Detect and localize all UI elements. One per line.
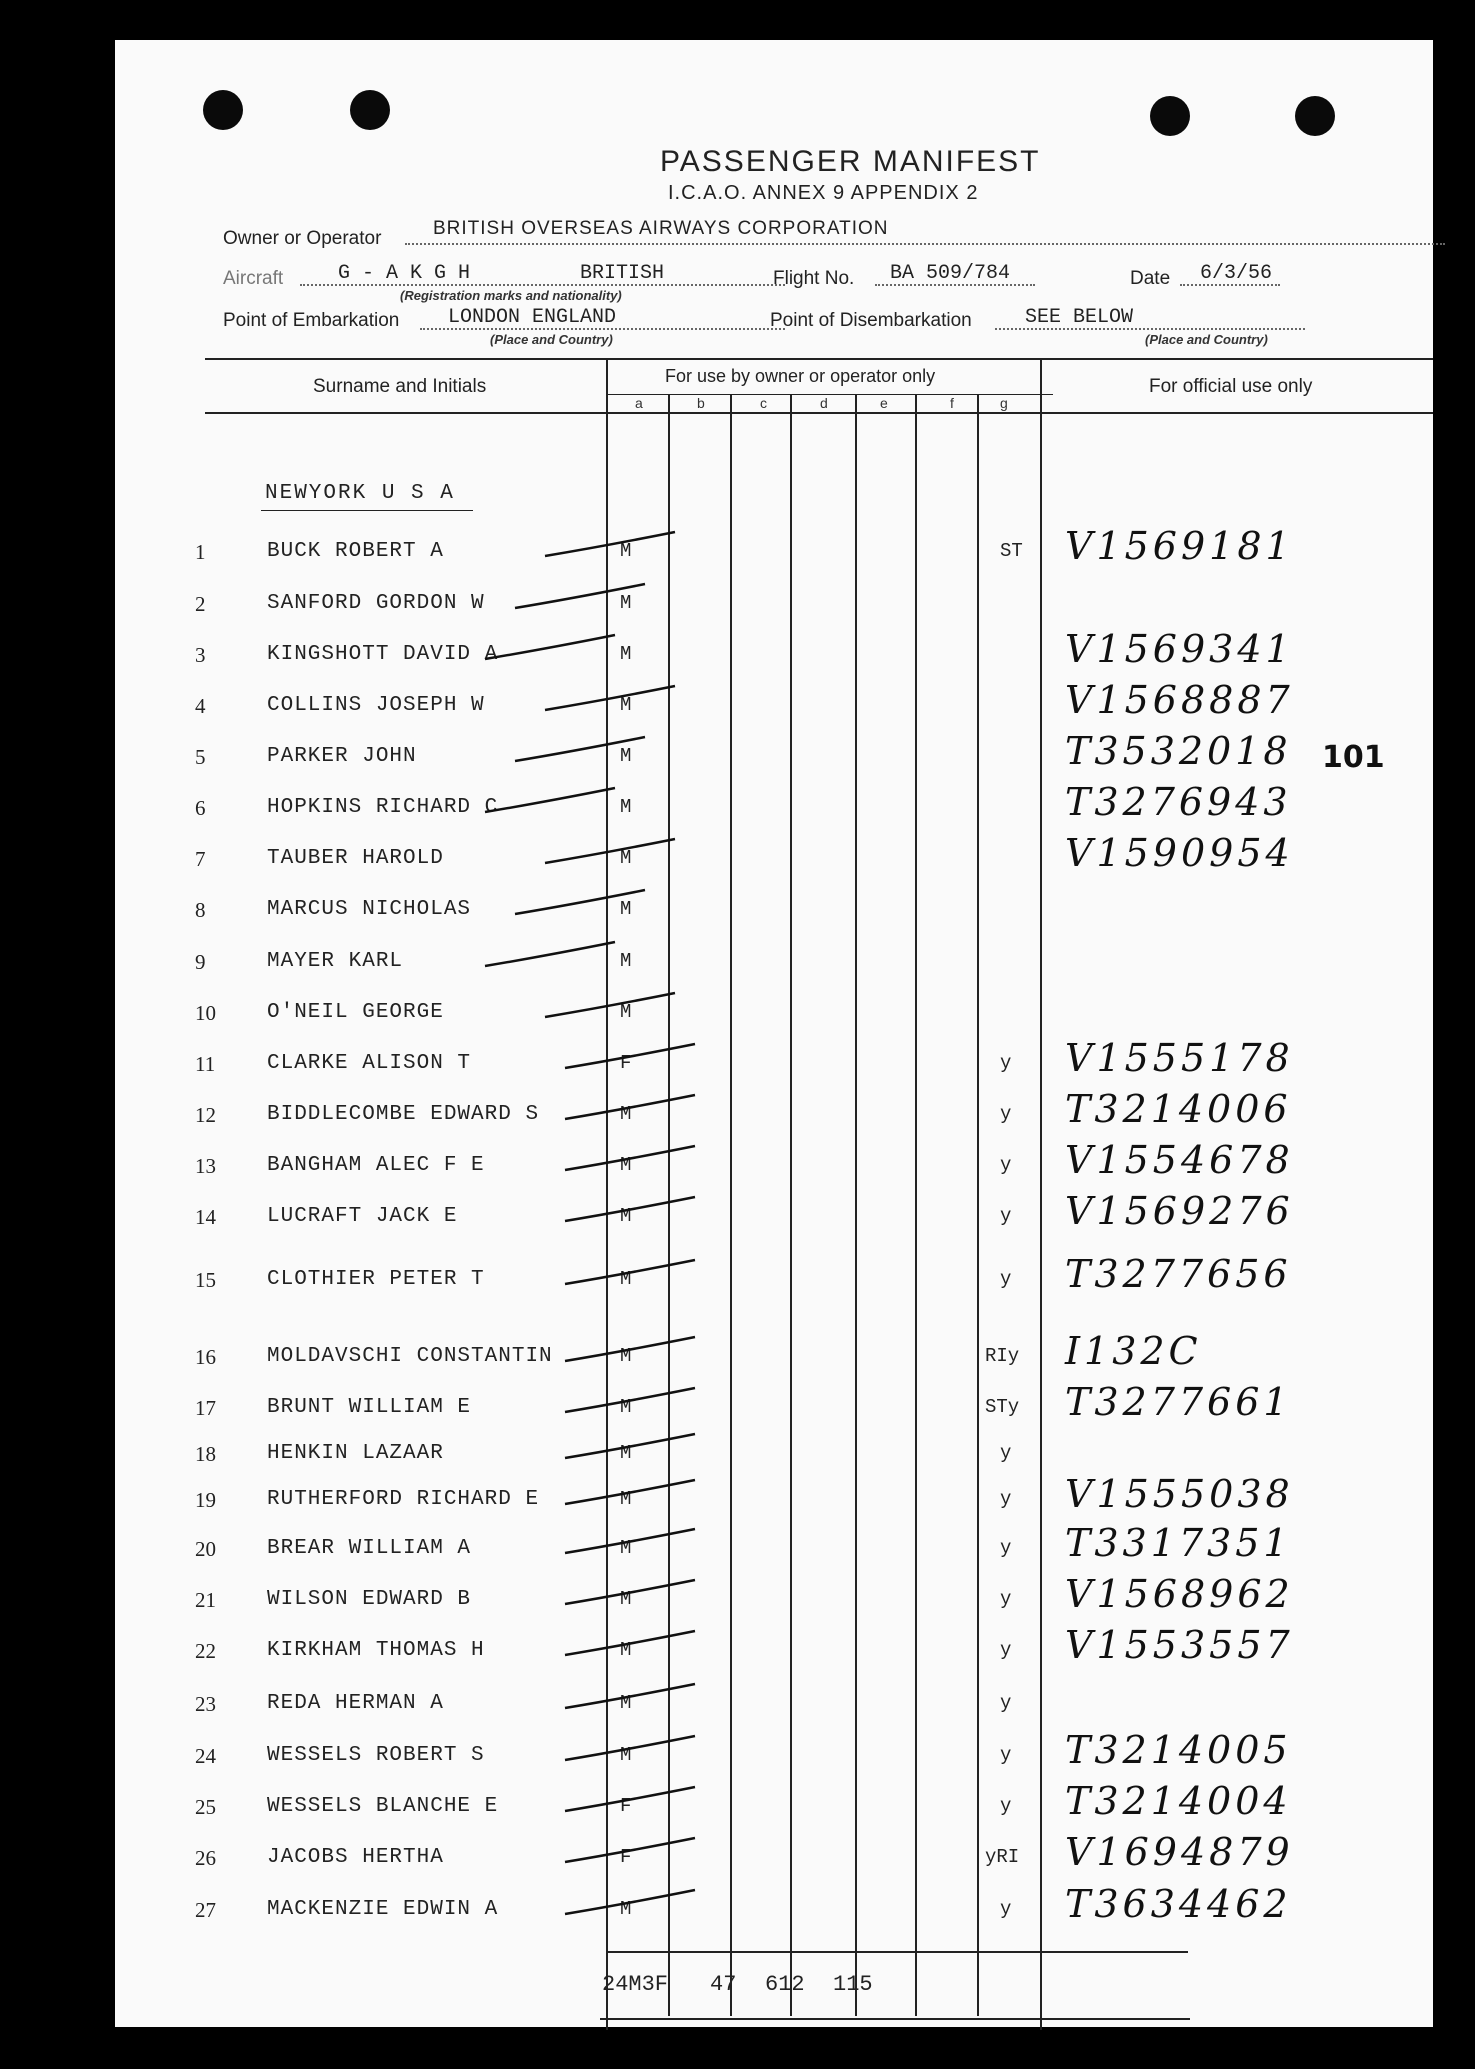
status-mark: y [1000, 1898, 1012, 1920]
passenger-number: 6 [195, 796, 206, 820]
passenger-sex: M [620, 1205, 632, 1227]
check-stroke [545, 993, 675, 1017]
status-mark: ST [1000, 540, 1023, 562]
status-mark: STy [985, 1396, 1020, 1418]
passenger-sex: M [620, 1639, 632, 1661]
passenger-name: WESSELS BLANCHE E [267, 1795, 499, 1818]
passenger-sex: M [620, 694, 632, 716]
passenger-number: 2 [195, 592, 206, 616]
manifest-page [115, 40, 1433, 2027]
passenger-name: HENKIN LAZAAR [267, 1442, 444, 1465]
passenger-number: 19 [195, 1488, 216, 1512]
owner-label: Owner or Operator [223, 228, 382, 249]
passenger-sex: M [620, 1588, 632, 1610]
passenger-name: WESSELS ROBERT S [267, 1744, 485, 1767]
passenger-sex: M [620, 1898, 632, 1920]
passenger-number: 13 [195, 1154, 216, 1178]
status-mark: y [1000, 1052, 1012, 1074]
column-letter-g: g [1000, 395, 1008, 411]
passenger-sex: M [620, 540, 632, 562]
surname-column-header: Surname and Initials [313, 376, 487, 397]
passenger-number: 12 [195, 1103, 216, 1127]
aircraft-nationality: BRITISH [580, 262, 665, 285]
passenger-number: 4 [195, 694, 206, 718]
passenger-sex: M [620, 1103, 632, 1125]
passenger-sex: M [620, 950, 632, 972]
official-use-header: For official use only [1149, 376, 1313, 397]
date-value: 6/3/56 [1200, 262, 1273, 285]
passenger-number: 14 [195, 1205, 216, 1229]
passenger-name: HOPKINS RICHARD C [267, 796, 499, 819]
passenger-sex: F [620, 1795, 632, 1817]
column-letter-f: f [950, 395, 954, 411]
passenger-number: 26 [195, 1846, 216, 1870]
passenger-sex: M [620, 1537, 632, 1559]
status-mark: y [1000, 1537, 1012, 1559]
passenger-number: 17 [195, 1396, 216, 1420]
passenger-number: 27 [195, 1898, 216, 1922]
passenger-name: BIDDLECOMBE EDWARD S [267, 1103, 540, 1126]
status-mark: y [1000, 1795, 1012, 1817]
aircraft-registration: G - A K G H [338, 262, 471, 285]
passenger-number: 20 [195, 1537, 216, 1561]
total-passengers: 24M3F [602, 1972, 669, 1997]
status-mark: y [1000, 1692, 1012, 1714]
passenger-name: KIRKHAM THOMAS H [267, 1639, 485, 1662]
status-mark: y [1000, 1488, 1012, 1510]
embarkation-value: LONDON ENGLAND [448, 306, 617, 329]
official-number: V1554678 [1065, 1138, 1294, 1182]
passenger-sex: F [620, 1052, 632, 1074]
check-stroke [565, 1197, 695, 1221]
total-column-c: 612 [765, 1972, 805, 1997]
check-stroke [565, 1388, 695, 1412]
column-letter-c: c [760, 395, 767, 411]
check-stroke [485, 635, 615, 659]
column-letter-d: d [820, 395, 828, 411]
status-mark: y [1000, 1268, 1012, 1290]
passenger-sex: M [620, 1396, 632, 1418]
embarkation-label: Point of Embarkation [223, 310, 400, 331]
check-stroke [565, 1631, 695, 1655]
passenger-sex: M [620, 1268, 632, 1290]
official-number: V1568887 [1065, 678, 1294, 722]
passenger-name: REDA HERMAN A [267, 1692, 444, 1715]
official-number: T3214006 [1065, 1087, 1292, 1131]
passenger-number: 10 [195, 1001, 216, 1025]
passenger-name: SANFORD GORDON W [267, 592, 485, 615]
official-number: V1555178 [1065, 1036, 1294, 1080]
check-stroke [485, 942, 615, 966]
passenger-number: 9 [195, 950, 206, 974]
official-number: T3276943 [1065, 780, 1292, 824]
margin-note: 101 [1322, 740, 1385, 775]
passenger-sex: M [620, 847, 632, 869]
check-stroke [565, 1787, 695, 1811]
passenger-number: 23 [195, 1692, 216, 1716]
disembarkation-note: (Place and Country) [1145, 332, 1268, 347]
check-stroke [565, 1580, 695, 1604]
official-number: I132C [1065, 1329, 1202, 1373]
passenger-number: 11 [195, 1052, 216, 1076]
total-column-d: 115 [833, 1972, 873, 1997]
check-stroke [565, 1529, 695, 1553]
passenger-number: 16 [195, 1345, 216, 1369]
column-letter-a: a [635, 395, 643, 411]
passenger-name: MAYER KARL [267, 950, 404, 973]
column-letter-b: b [697, 395, 705, 411]
check-stroke [565, 1434, 695, 1458]
passenger-name: BRUNT WILLIAM E [267, 1396, 472, 1419]
official-number: V1553557 [1065, 1623, 1294, 1667]
total-column-b: 47 [710, 1972, 737, 1997]
check-stroke [565, 1146, 695, 1170]
page-subtitle: I.C.A.O. ANNEX 9 APPENDIX 2 [668, 182, 979, 204]
passenger-sex: M [620, 1345, 632, 1367]
page-title: PASSENGER MANIFEST [660, 145, 1041, 178]
passenger-name: WILSON EDWARD B [267, 1588, 472, 1611]
owner-value: BRITISH OVERSEAS AIRWAYS CORPORATION [433, 218, 889, 239]
passenger-name: BANGHAM ALEC F E [267, 1154, 485, 1177]
passenger-sex: M [620, 592, 632, 614]
check-stroke [565, 1095, 695, 1119]
official-number: V1568962 [1065, 1572, 1294, 1616]
check-stroke [565, 1044, 695, 1068]
passenger-name: PARKER JOHN [267, 745, 417, 768]
check-stroke [565, 1480, 695, 1504]
check-stroke [565, 1684, 695, 1708]
status-mark: y [1000, 1103, 1012, 1125]
check-stroke [515, 737, 645, 761]
registration-note: (Registration marks and nationality) [400, 288, 622, 303]
check-stroke [565, 1260, 695, 1284]
official-number: V1569341 [1065, 627, 1294, 671]
date-label: Date [1130, 268, 1171, 289]
passenger-name: LUCRAFT JACK E [267, 1205, 458, 1228]
status-mark: RIy [985, 1345, 1020, 1367]
disembarkation-value: SEE BELOW [1025, 306, 1134, 329]
passenger-sex: M [620, 1442, 632, 1464]
check-stroke [545, 686, 675, 710]
passenger-name: RUTHERFORD RICHARD E [267, 1488, 540, 1511]
passenger-sex: M [620, 1154, 632, 1176]
official-number: V1694879 [1065, 1830, 1294, 1874]
passenger-name: COLLINS JOSEPH W [267, 694, 485, 717]
check-strokes [115, 40, 1433, 2027]
passenger-sex: M [620, 898, 632, 920]
official-number: T3532018 [1065, 729, 1292, 773]
official-number: V1569181 [1065, 524, 1294, 568]
passenger-sex: F [620, 1846, 632, 1868]
official-number: T3317351 [1065, 1521, 1292, 1565]
owner-use-header: For use by owner or operator only [665, 366, 936, 386]
passenger-number: 15 [195, 1268, 216, 1292]
official-number: T3634462 [1065, 1882, 1292, 1926]
passenger-number: 8 [195, 898, 206, 922]
flight-label: Flight No. [773, 268, 855, 289]
passenger-name: CLARKE ALISON T [267, 1052, 472, 1075]
passenger-name: BUCK ROBERT A [267, 540, 444, 563]
passenger-name: MACKENZIE EDWIN A [267, 1898, 499, 1921]
embarkation-note: (Place and Country) [490, 332, 613, 347]
passenger-number: 21 [195, 1588, 216, 1612]
check-stroke [545, 839, 675, 863]
status-mark: y [1000, 1639, 1012, 1661]
passenger-number: 18 [195, 1442, 216, 1466]
status-mark: y [1000, 1205, 1012, 1227]
passenger-number: 5 [195, 745, 206, 769]
check-stroke [565, 1838, 695, 1862]
passenger-name: MARCUS NICHOLAS [267, 898, 472, 921]
passenger-number: 7 [195, 847, 206, 871]
passenger-name: BREAR WILLIAM A [267, 1537, 472, 1560]
check-stroke [565, 1337, 695, 1361]
passenger-name: MOLDAVSCHI CONSTANTIN [267, 1345, 553, 1368]
passenger-sex: M [620, 796, 632, 818]
passenger-sex: M [620, 1001, 632, 1023]
disembarkation-label: Point of Disembarkation [770, 310, 972, 331]
passenger-sex: M [620, 1692, 632, 1714]
passenger-name: CLOTHIER PETER T [267, 1268, 485, 1291]
official-number: T3277656 [1065, 1252, 1292, 1296]
official-number: V1569276 [1065, 1189, 1294, 1233]
passenger-name: TAUBER HAROLD [267, 847, 444, 870]
passenger-name: JACOBS HERTHA [267, 1846, 444, 1869]
passenger-number: 3 [195, 643, 206, 667]
passenger-number: 1 [195, 540, 206, 564]
check-stroke [545, 532, 675, 556]
official-number: T3277661 [1065, 1380, 1292, 1424]
status-mark: y [1000, 1442, 1012, 1464]
check-stroke [485, 788, 615, 812]
official-number: T3214005 [1065, 1728, 1292, 1772]
column-letter-e: e [880, 395, 888, 411]
aircraft-label: Aircraft [223, 268, 284, 289]
passenger-number: 22 [195, 1639, 216, 1663]
check-stroke [515, 890, 645, 914]
check-stroke [515, 584, 645, 608]
status-mark: y [1000, 1154, 1012, 1176]
status-mark: y [1000, 1744, 1012, 1766]
passenger-name: O'NEIL GEORGE [267, 1001, 444, 1024]
passenger-number: 24 [195, 1744, 216, 1768]
official-number: V1590954 [1065, 831, 1294, 875]
passenger-sex: M [620, 643, 632, 665]
official-number: T3214004 [1065, 1779, 1292, 1823]
official-number: V1555038 [1065, 1472, 1294, 1516]
passenger-number: 25 [195, 1795, 216, 1819]
status-mark: yRI [985, 1846, 1020, 1868]
flight-number: BA 509/784 [890, 262, 1011, 285]
status-mark: y [1000, 1588, 1012, 1610]
passenger-name: KINGSHOTT DAVID A [267, 643, 499, 666]
passenger-sex: M [620, 1488, 632, 1510]
destination-heading: NEWYORK U S A [265, 482, 455, 505]
check-stroke [565, 1736, 695, 1760]
passenger-sex: M [620, 1744, 632, 1766]
passenger-sex: M [620, 745, 632, 767]
check-stroke [565, 1890, 695, 1914]
